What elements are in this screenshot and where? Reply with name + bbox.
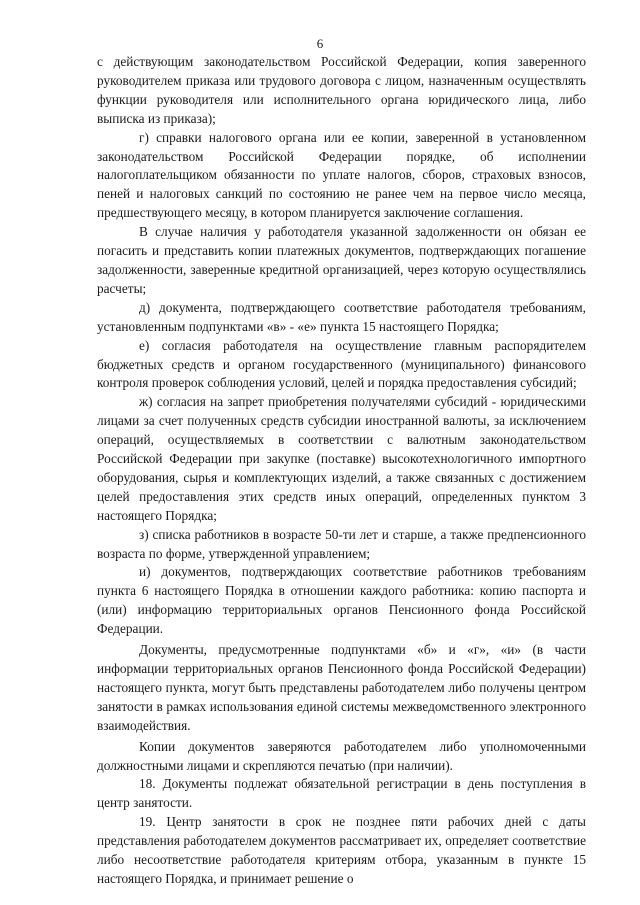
- paragraph-continuation: с действующим законодательством Российской Федерации, копия заверенного руководителем приказа или трудового договора с лицом, назначенным осуществлять функции руководителя или исполнительного органа юридического лица, либо выписка из приказа);: [97, 54, 586, 126]
- page-number: 6: [316, 36, 324, 51]
- paragraph-item-19: 19. Центр занятости в срок не позднее пяти рабочих дней с даты представления работодателем документов рассматривает их, определяет соответствие либо несоответствие работодателя критериям отбора, указанным в пункте 15 настоящего Порядка, и принимает решение о: [97, 814, 586, 886]
- paragraph-item-d: д) документа, подтверждающего соответствие работодателя требованиям, установленным подпунктами «в» - «е» пункта 15 настоящего Порядка;: [97, 299, 586, 334]
- document-body: [97, 53, 586, 889]
- paragraph-item-18: 18. Документы подлежат обязательной регистрации в день поступления в центр занятости.: [97, 776, 586, 811]
- paragraph-item-i: и) документов, подтверждающих соответствие работников требованиям пункта 6 настоящего Порядка в отношении каждого работника: копию паспорта и (или) информацию территориальных органов Пенсионного фонда Российской Федерации.: [97, 564, 586, 637]
- paragraph-item-g: г) справки налогового органа или ее копии, заверенной в установленном законодательством Российской Федерации порядке, об исполнении налогоплательщиком обязанности по уплате налогов, сборов, страховых взносов, пеней и налоговых санкций по состоянию не ранее чем на первое число месяца, предшествующего месяцу, в котором планируется заключение соглашения.: [97, 129, 586, 221]
- paragraph-item-z: з) списка работников в возрасте 50-ти лет и старше, а также предпенсионного возраста по форме, утвержденной управлением;: [97, 526, 586, 561]
- paragraph-debt: В случае наличия у работодателя указанной задолженности он обязан ее погасить и представить копии платежных документов, подтверждающих погашение задолженности, заверенные кредитной организацией, через которую осуществлялись расчеты;: [97, 224, 586, 296]
- paragraph-item-e: е) согласия работодателя на осуществление главным распорядителем бюджетных средств и органом государственного (муниципального) финансового контроля проверок соблюдения условий, целей и порядка предоставления субсидий;: [97, 337, 586, 391]
- paragraph-item-zh: ж) согласия на запрет приобретения получателями субсидий - юридическими лицами за счет полученных средств субсидии иностранной валюты, за исключением операций, осуществляемых в соответствии с валютным законодательством Российской Федерации при закупке (поставке) высокотехнологичного импортного оборудования, сырья и комплектующих изделий, а также связанных с достижением целей предоставления этих средств иных операций, определенных пунктом 3 настоящего Порядка;: [97, 394, 586, 523]
- paragraph-copies: Копии документов заверяются работодателем либо уполномоченными должностными лицами и скрепляются печатью (при наличии).: [97, 738, 586, 773]
- paragraph-documents: Документы, предусмотренные подпунктами «б» и «г», «и» (в части информации территориальных органов Пенсионного фонда Российской Федерации) настоящего пункта, могут быть представлены работодателем либо получены центром занятости в рамках использования единой системы межведомственного электронного взаимодействия.: [97, 642, 586, 733]
